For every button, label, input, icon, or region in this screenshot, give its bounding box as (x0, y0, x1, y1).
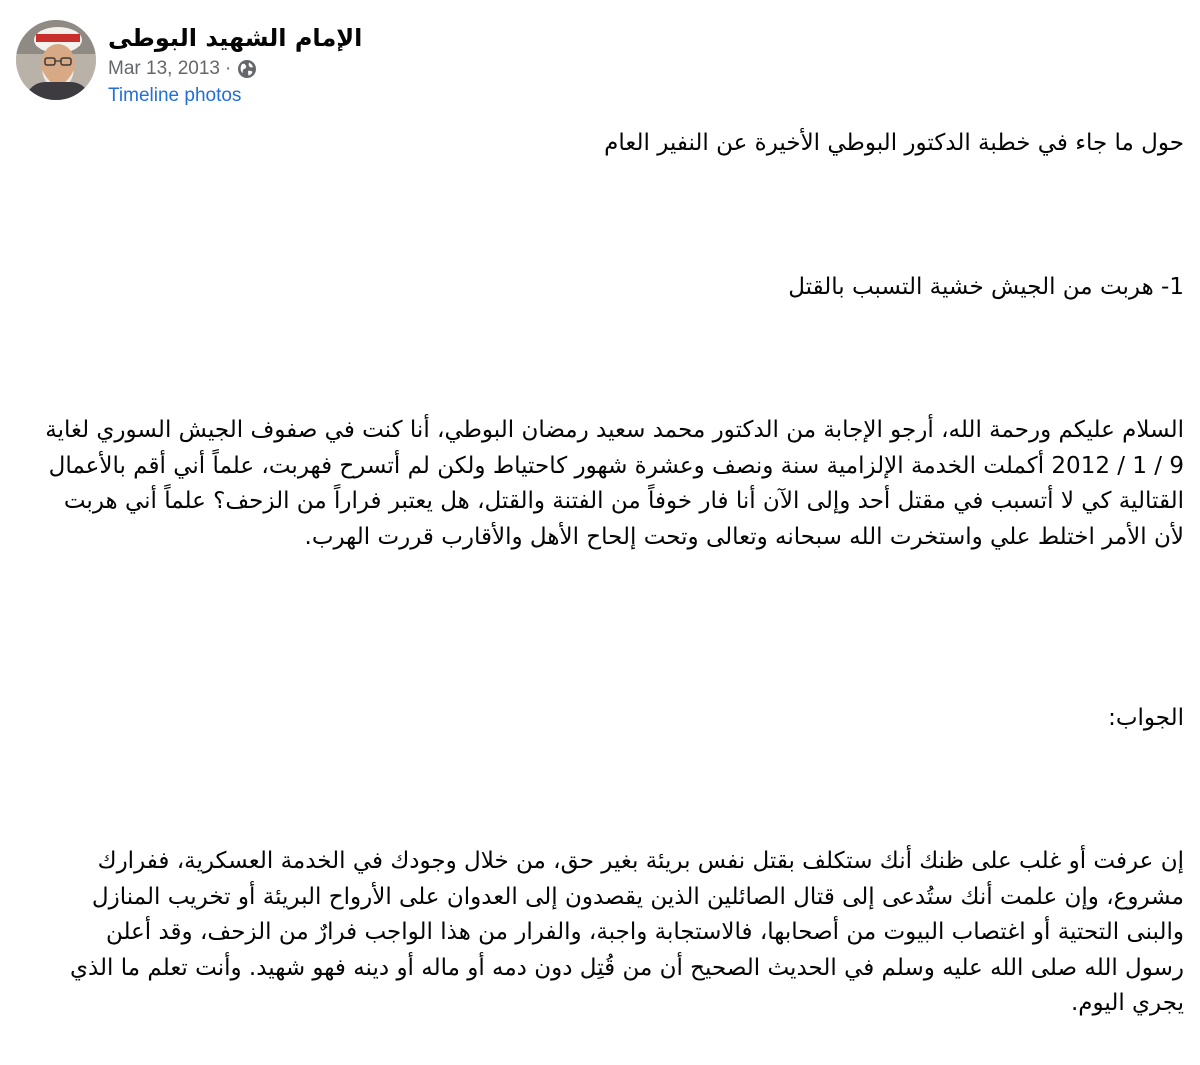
avatar[interactable] (16, 20, 96, 100)
post-date[interactable]: Mar 13, 2013 (108, 58, 220, 79)
post-title: حول ما جاء في خطبة الدكتور البوطي الأخيرة عن النفير العام (604, 130, 1184, 156)
meta-separator: · (224, 58, 232, 79)
globe-icon[interactable] (237, 59, 257, 79)
timeline-photos-link[interactable]: Timeline photos (108, 85, 242, 106)
author-name[interactable]: الإمام الشهيد البوطى (108, 24, 363, 52)
answer-label: الجواب: (1108, 705, 1184, 731)
answer-text: إن عرفت أو غلب على ظنك أنك ستكلف بقتل نفس بريئة بغير حق، من خلال وجودك في الخدمة العسكرية، ففرارك مشروع، وإن علمت أنك ستُدعى إلى قتال الصائلين الذين يقصدون إلى العدوان على الأرواح البريئة أو تخريب المنازل والبنى التحتية أو اغتصاب البيوت من أصحابها، فالاستجابة واجبة، والفرار من هذا الواجب فرارٌ من الزحف، وقد أعلن رسول الله صلى الله عليه وسلم في الحديث الصحيح أن من قُتِل دون دمه أو ماله أو دينه فهو شهيد. وأنت تعلم ما الذي يجري اليوم. (69, 848, 1184, 1016)
question-title: 1- هربت من الجيش خشية التسبب بالقتل (788, 274, 1184, 300)
post-header (16, 20, 616, 110)
question-text: السلام عليكم ورحمة الله، أرجو الإجابة من الدكتور محمد سعيد رمضان البوطي، أنا كنت في صفوف الجيش السوري لغاية 9 / 1 / 2012 أكملت الخدمة الإلزامية سنة ونصف وعشرة شهور كاحتياط ولكن لم أتسرح فهربت، علماً أني أقم بالأعمال القتالية كي لا أتسبب في مقتل أحد وإلى الآن أنا فار خوفاً من الفتنة والقتل، هل يعتبر فراراً من الزحف؟ علماً أني هربت لأن الأمر اختلط علي واستخرت الله سبحانه وتعالى وتحت إلحاح الأهل والأقارب قررت الهرب. (45, 417, 1184, 550)
author-portrait-icon (16, 20, 96, 100)
post-meta (108, 57, 257, 81)
